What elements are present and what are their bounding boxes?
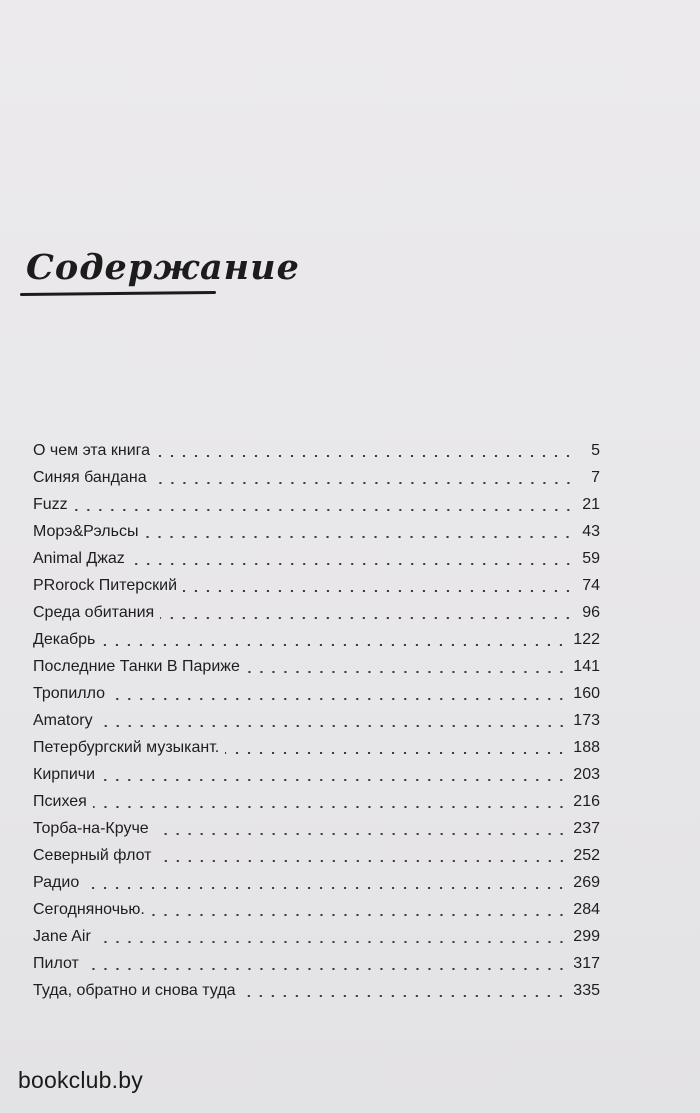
toc-entry [33, 653, 600, 680]
toc-entry-page: 317 [573, 955, 600, 972]
toc-entry-title: Северный флот [33, 847, 152, 864]
table-of-contents [33, 437, 600, 1004]
toc-entry [33, 464, 600, 491]
dot-leader [99, 725, 568, 727]
title-underline [20, 291, 216, 296]
toc-entry-title: Торба-на-Круче [33, 820, 149, 837]
toc-entry [33, 518, 600, 545]
toc-entry-page: 160 [573, 685, 600, 702]
dot-leader [101, 644, 567, 646]
toc-entry-page: 284 [573, 901, 600, 918]
toc-entry-title: Fuzz [33, 496, 68, 513]
toc-entry-title: Туда, обратно и снова туда [33, 982, 236, 999]
toc-entry-title: Декабрь [33, 631, 96, 648]
toc-entry-page: 5 [591, 442, 600, 459]
toc-entry [33, 896, 600, 923]
toc-entry-page: 141 [573, 658, 600, 675]
dot-leader [85, 968, 567, 970]
toc-entry [33, 977, 600, 1004]
toc-entry [33, 626, 600, 653]
toc-entry [33, 815, 600, 842]
toc-entry [33, 950, 600, 977]
page-title: Содержание [26, 247, 300, 288]
toc-entry-page: 299 [573, 928, 600, 945]
toc-entry [33, 491, 600, 518]
toc-entry-page: 7 [591, 469, 600, 486]
toc-entry [33, 707, 600, 734]
dot-leader [131, 563, 574, 565]
toc-entry-title: Петербургский музыкант. [33, 739, 220, 756]
toc-entry-title: Кирпичи [33, 766, 96, 783]
toc-entry-title: Тропилло [33, 685, 106, 702]
dot-leader [225, 752, 567, 754]
toc-entry [33, 923, 600, 950]
toc-entry-title: Радио [33, 874, 80, 891]
toc-entry-title: Amatory [33, 712, 93, 729]
toc-entry-title: Среда обитания [33, 604, 155, 621]
dot-leader [246, 671, 567, 673]
toc-entry-page: 122 [573, 631, 600, 648]
toc-entry-title: Animal Джаz [33, 550, 125, 567]
toc-entry-title: Психея [33, 793, 87, 810]
toc-entry-title: PRorock Питерский [33, 577, 178, 594]
watermark-text: bookclub.by [18, 1067, 143, 1093]
dot-leader [158, 860, 568, 862]
toc-entry-page: 173 [573, 712, 600, 729]
toc-entry-page: 237 [573, 820, 600, 837]
dot-leader [155, 833, 568, 835]
toc-entry-title: Сегодняночью. [33, 901, 145, 918]
toc-entry [33, 869, 600, 896]
dot-leader [156, 455, 574, 457]
toc-entry-page: 59 [582, 550, 600, 567]
dot-leader [74, 509, 574, 511]
dot-leader [85, 887, 567, 889]
toc-entry [33, 842, 600, 869]
dot-leader [241, 995, 567, 997]
toc-entry-title: О чем эта книга [33, 442, 151, 459]
toc-entry-title: Синяя бандана [33, 469, 147, 486]
dot-leader [111, 698, 567, 700]
toc-entry [33, 545, 600, 572]
toc-entry [33, 599, 600, 626]
toc-entry [33, 788, 600, 815]
toc-entry-title: Пилот [33, 955, 79, 972]
toc-entry [33, 761, 600, 788]
dot-leader [97, 941, 567, 943]
toc-entry-title: Морэ&Рэльсы [33, 523, 139, 540]
toc-entry-page: 335 [573, 982, 600, 999]
toc-entry-page: 43 [582, 523, 600, 540]
toc-entry-page: 252 [573, 847, 600, 864]
dot-leader [101, 779, 567, 781]
toc-entry [33, 572, 600, 599]
toc-entry-title: Jane Air [33, 928, 91, 945]
toc-entry-page: 216 [573, 793, 600, 810]
toc-entry-page: 203 [573, 766, 600, 783]
toc-entry-title: Последние Танки В Париже [33, 658, 240, 675]
dot-leader [93, 806, 567, 808]
dot-leader [144, 536, 574, 538]
toc-entry [33, 680, 600, 707]
toc-entry-page: 188 [573, 739, 600, 756]
toc-entry [33, 437, 600, 464]
heading-block [26, 248, 300, 288]
toc-entry-page: 21 [582, 496, 600, 513]
dot-leader [153, 482, 574, 484]
toc-entry-page: 269 [573, 874, 600, 891]
toc-entry [33, 734, 600, 761]
toc-entry-page: 74 [582, 577, 600, 594]
dot-leader [160, 617, 574, 619]
dot-leader [151, 914, 567, 916]
dot-leader [183, 590, 574, 592]
toc-entry-page: 96 [582, 604, 600, 621]
